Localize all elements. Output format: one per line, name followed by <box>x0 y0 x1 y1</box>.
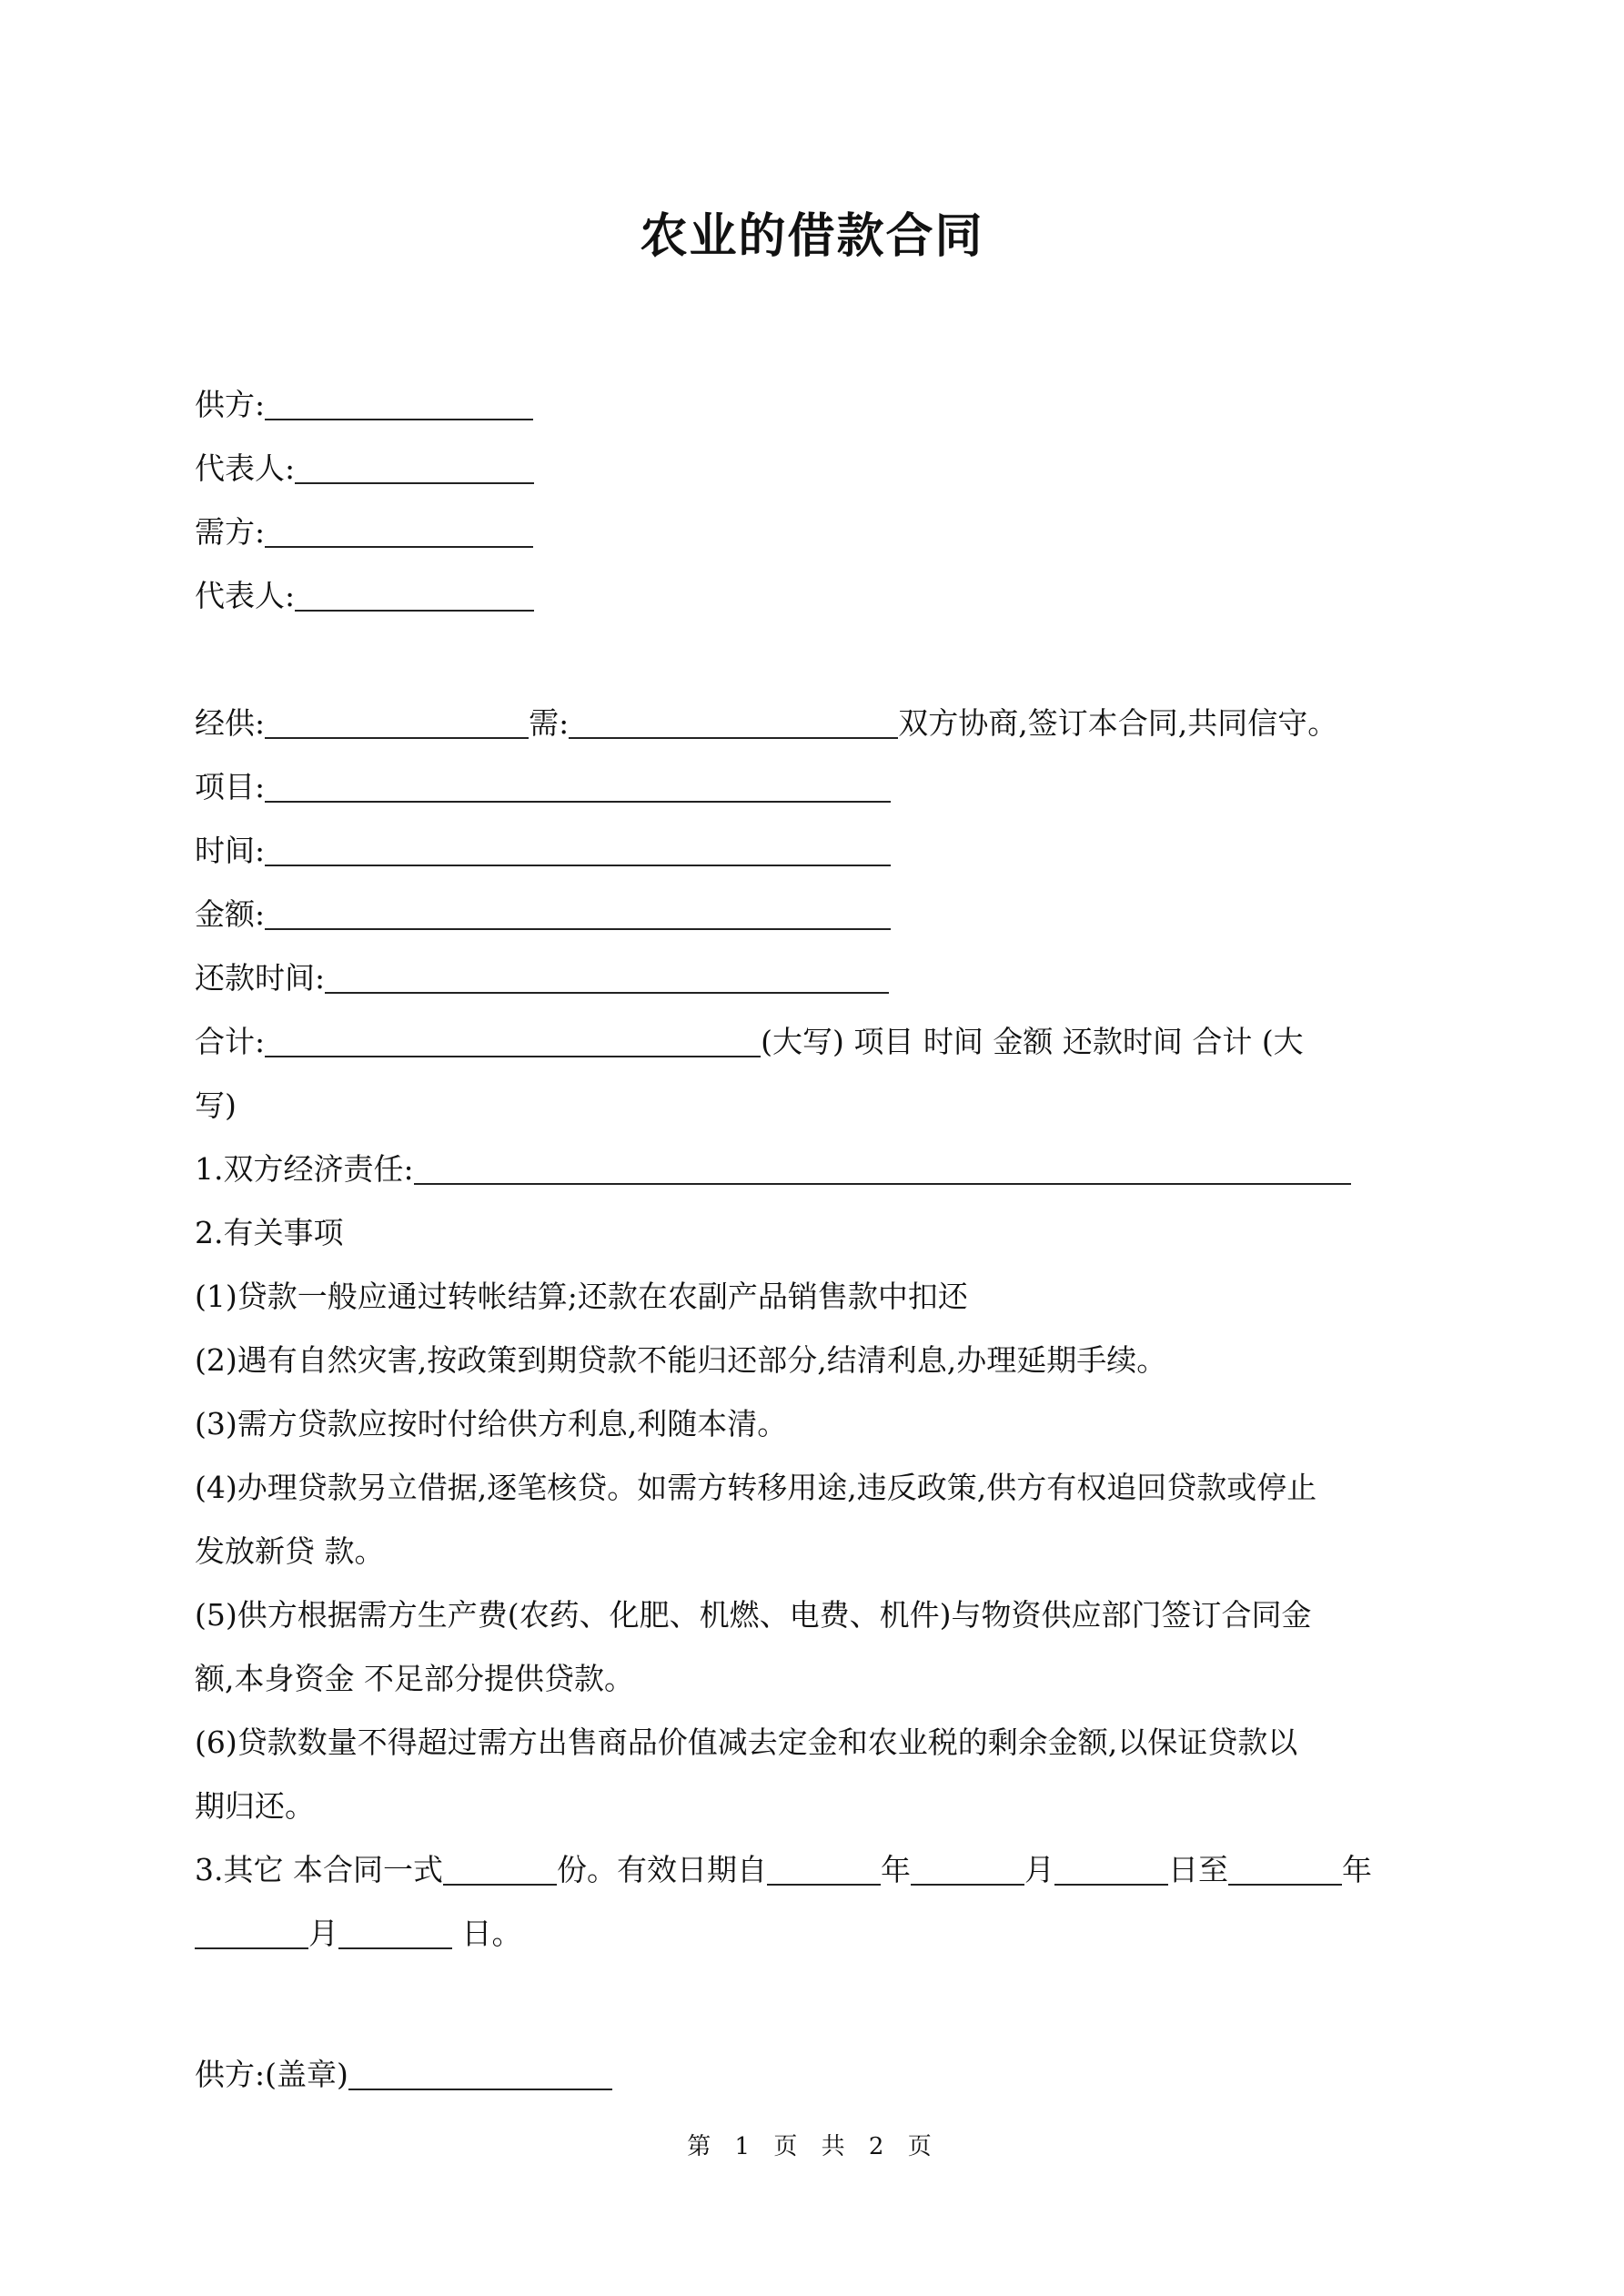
total-line <box>195 1010 1441 1074</box>
party-supplier-rep-line <box>195 437 1441 501</box>
party-supplier-rep-label: 代表人: <box>195 450 296 486</box>
party-buyer-line <box>195 501 1441 564</box>
party-buyer-rep-label: 代表人: <box>195 578 296 613</box>
clause-3-line <box>195 1838 1441 1902</box>
party-buyer-blank[interactable] <box>265 519 533 548</box>
signature-block <box>195 2043 1441 2107</box>
clause-2-item: (5)供方根据需方生产费(农药、化肥、机燃、电费、机件)与物资供应部门签订合同金 <box>195 1597 1312 1633</box>
clause-2-item: (2)遇有自然灾害,按政策到期贷款不能归还部分,结清利息,办理延期手续。 <box>195 1342 1167 1378</box>
start-year-blank[interactable] <box>767 1856 881 1886</box>
clause-1-label: 1.双方经济责任: <box>195 1151 414 1187</box>
field-time-label: 时间: <box>195 833 266 868</box>
clause-2-item-cont: 发放新贷 款。 <box>195 1533 385 1569</box>
field-repay-time-blank[interactable] <box>325 965 889 994</box>
start-month-blank[interactable] <box>911 1856 1024 1886</box>
signature-line <box>195 2043 1441 2107</box>
intro-line <box>195 692 1441 755</box>
field-amount-label: 金额: <box>195 896 266 932</box>
clause-2-item-cont: 期归还。 <box>195 1788 315 1824</box>
party-buyer-rep-line <box>195 564 1441 628</box>
party-supplier-line <box>195 373 1441 437</box>
party-supplier-rep-blank[interactable] <box>295 455 534 484</box>
intro-buyer-blank[interactable] <box>569 710 898 739</box>
start-day-blank[interactable] <box>1054 1856 1168 1886</box>
party-supplier-label: 供方: <box>195 387 266 422</box>
field-amount-line <box>195 883 1441 946</box>
total-blank[interactable] <box>265 1028 761 1057</box>
clause-1-blank[interactable] <box>414 1156 1351 1185</box>
end-day-label: 日。 <box>452 1916 522 1951</box>
contract-body <box>195 692 1441 1966</box>
clause-2-item: (1)贷款一般应通过转帐结算;还款在农副产品销售款中扣还 <box>195 1279 968 1314</box>
field-project-blank[interactable] <box>265 774 891 803</box>
party-supplier-blank[interactable] <box>265 391 533 420</box>
clause-2-item: (4)办理贷款另立借据,逐笔核贷。如需方转移用途,违反政策,供方有权追回贷款或停止 <box>195 1470 1317 1505</box>
field-project-line <box>195 755 1441 819</box>
clause-1-line <box>195 1138 1441 1201</box>
start-year-label: 年 <box>880 1852 911 1887</box>
document-title: 农业的借款合同 <box>640 208 984 264</box>
signature-label: 供方:(盖章) <box>195 2057 348 2092</box>
total-suffix: (大写) 项目 时间 金额 还款时间 合计 (大 <box>761 1024 1304 1059</box>
clause-3-text: 份。有效日期自 <box>556 1852 767 1887</box>
intro-supplier-blank[interactable] <box>265 710 529 739</box>
intro-text: 双方协商,签订本合同,共同信守。 <box>898 705 1338 741</box>
intro-buyer-label: 需: <box>529 705 570 741</box>
page-number-footer: 第 1 页 共 2 页 <box>687 2133 937 2160</box>
field-repay-time-label: 还款时间: <box>195 960 326 996</box>
parties-block <box>195 373 1441 628</box>
party-buyer-rep-blank[interactable] <box>295 582 534 612</box>
clause-3-continuation <box>195 1902 1441 1966</box>
clause-2-item-cont: 额,本身资金 不足部分提供贷款。 <box>195 1661 634 1696</box>
clause-2-item: (3)需方贷款应按时付给供方利息,利随本清。 <box>195 1406 788 1441</box>
clause-3-label: 3.其它 本合同一式 <box>195 1852 443 1887</box>
total-continuation: 写) <box>195 1087 237 1123</box>
signature-blank[interactable] <box>348 2061 612 2090</box>
total-label: 合计: <box>195 1024 266 1059</box>
end-year-blank[interactable] <box>1228 1856 1342 1886</box>
clause-2-item: (6)贷款数量不得超过需方出售商品价值减去定金和农业税的剩余金额,以保证贷款以 <box>195 1725 1298 1760</box>
clause-2-heading: 2.有关事项 <box>195 1215 344 1250</box>
copies-blank[interactable] <box>443 1856 557 1886</box>
field-time-blank[interactable] <box>265 837 891 866</box>
start-month-label: 月 <box>1024 1852 1054 1887</box>
field-amount-blank[interactable] <box>265 901 891 930</box>
intro-supplier-label: 经供: <box>195 705 266 741</box>
start-day-label: 日至 <box>1167 1852 1228 1887</box>
party-buyer-label: 需方: <box>195 514 266 550</box>
end-day-blank[interactable] <box>338 1920 452 1949</box>
end-month-label: 月 <box>308 1916 338 1951</box>
field-project-label: 项目: <box>195 769 266 804</box>
end-month-blank[interactable] <box>195 1920 308 1949</box>
field-repay-time-line <box>195 946 1441 1010</box>
field-time-line <box>195 819 1441 883</box>
end-year-label: 年 <box>1341 1852 1372 1887</box>
